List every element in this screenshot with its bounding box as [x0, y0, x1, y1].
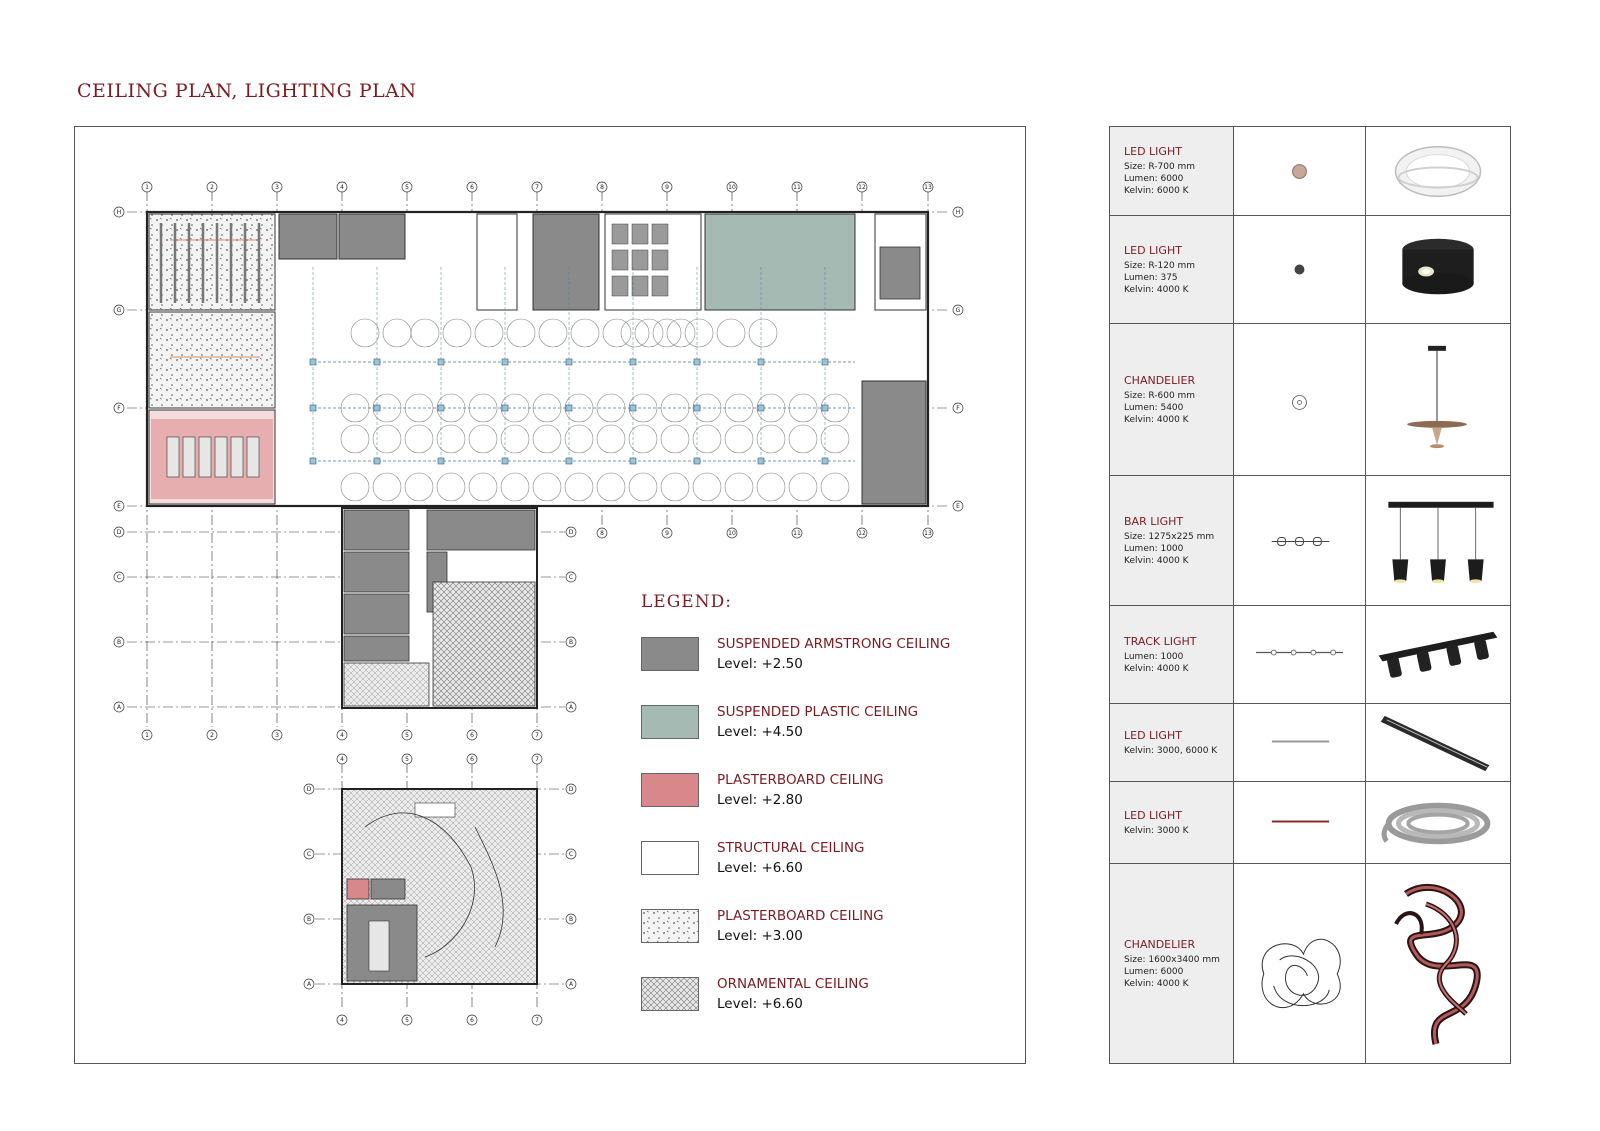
track-spot [310, 458, 316, 464]
track-spot [694, 359, 700, 365]
grid-label: 10 [728, 184, 736, 192]
grid-label: F [117, 405, 121, 413]
desk-block [652, 250, 668, 270]
grid-label: D [568, 529, 574, 537]
grid-label: 7 [535, 1017, 539, 1025]
cubicle [247, 437, 259, 477]
plasterboard-ceiling-area [149, 312, 275, 408]
fixture-type: LED LIGHT [1124, 145, 1182, 158]
fixture-symbol [1234, 127, 1366, 215]
armstrong-ceiling-room [880, 247, 920, 299]
grid-label: 8 [600, 184, 604, 192]
fixture-spec: Kelvin: 4000 K [1124, 663, 1189, 674]
grid-label: D [568, 786, 574, 794]
desk-block [632, 250, 648, 270]
grid-label: 12 [858, 530, 866, 538]
plastic-ceiling-room [705, 214, 855, 310]
track-spot [630, 405, 636, 411]
track-spot [502, 458, 508, 464]
grid-label: B [568, 916, 574, 924]
track-spot [502, 359, 508, 365]
downlight-white-icon [1366, 127, 1510, 215]
legend-title: LEGEND: [641, 592, 732, 612]
fixture-type: TRACK LIGHT [1124, 634, 1197, 648]
track-spot [694, 458, 700, 464]
storage-room [477, 214, 517, 310]
grid-label: 5 [405, 1017, 409, 1025]
fixture-symbol [1234, 324, 1366, 475]
fixture-spec: Size: R-700 mm [1124, 162, 1196, 172]
fixture-spec-cell [1110, 324, 1234, 475]
fixture-row [1110, 704, 1510, 782]
legend-level: Level: +6.60 [717, 860, 803, 876]
fixture-symbol [1234, 704, 1366, 781]
fixture-spec-cell [1110, 476, 1234, 605]
fixture-row [1110, 782, 1510, 864]
grid-label: 6 [470, 732, 474, 740]
fixture-spec: Lumen: 6000 [1124, 966, 1184, 977]
grid-label: B [568, 639, 574, 647]
ornamental-ceiling-area [344, 663, 429, 706]
pendant-disc-icon [1366, 324, 1510, 475]
track-spot [630, 359, 636, 365]
track-spot [310, 359, 316, 365]
desk-block [612, 250, 628, 270]
grid-label: 6 [470, 184, 474, 192]
track-spot [822, 359, 828, 365]
fixture-spec: Lumen: 375 [1124, 272, 1178, 283]
track-spot [566, 405, 572, 411]
armstrong-ceiling-room [427, 510, 535, 550]
track-spot [630, 458, 636, 464]
track-spot [566, 359, 572, 365]
track-spot [438, 405, 444, 411]
grid-label: 6 [470, 1017, 474, 1025]
grid-label: 13 [924, 530, 932, 538]
legend-item-plasterboard-300 [641, 908, 1001, 948]
fixture-row [1110, 127, 1510, 216]
fixture-spec: Size: 1600x3400 mm [1124, 954, 1220, 965]
track-spots-icon [1366, 606, 1510, 703]
legend-swatch [641, 705, 699, 739]
ribbon-chandelier-icon [1366, 864, 1510, 1063]
track-spot [758, 458, 764, 464]
armstrong-ceiling-room [344, 594, 409, 634]
legend-swatch [641, 841, 699, 875]
legend-level: Level: +2.50 [717, 656, 803, 672]
fixture-spec: Lumen: 5400 [1124, 402, 1184, 413]
legend-level: Level: +3.00 [717, 928, 803, 944]
grid-label: 6 [470, 756, 474, 764]
fixture-row [1110, 216, 1510, 324]
track-spot [438, 458, 444, 464]
cubicle [183, 437, 195, 477]
track-spot [502, 405, 508, 411]
fixture-spec-cell [1110, 864, 1234, 1063]
track-spot [374, 458, 380, 464]
fixture-type: CHANDELIER [1124, 937, 1196, 951]
track-spot [822, 405, 828, 411]
ornamental-ceiling-area [433, 582, 535, 706]
armstrong-ceiling-room [533, 214, 599, 310]
grid-label: 9 [665, 184, 669, 192]
grid-label: 4 [340, 1017, 344, 1025]
fixture-row [1110, 606, 1510, 704]
cubicle [215, 437, 227, 477]
fixture-symbol [1234, 864, 1366, 1063]
plasterboard-pink-ceiling [347, 879, 369, 899]
legend-name: STRUCTURAL CEILING [717, 840, 865, 856]
desk-block [632, 276, 648, 296]
pendant-trio-icon [1366, 476, 1510, 605]
linear-profile-icon [1366, 704, 1510, 781]
fixture-spec: Kelvin: 3000, 6000 K [1124, 745, 1218, 756]
fixture-symbol [1234, 216, 1366, 323]
fixture-spec: Size: R-120 mm [1124, 260, 1196, 271]
legend-level: Level: +4.50 [717, 724, 803, 740]
grid-label: 11 [793, 184, 801, 192]
grid-label: E [956, 503, 960, 511]
legend-item-ornamental [641, 976, 1001, 1016]
grid-label: 3 [275, 732, 279, 740]
legend-item-plasterboard-280 [641, 772, 1001, 812]
legend-name: SUSPENDED ARMSTRONG CEILING [717, 636, 951, 652]
grid-label: 7 [535, 756, 539, 764]
armstrong-ceiling-room [279, 214, 337, 259]
desk-block [612, 224, 628, 244]
armstrong-ceiling-room [344, 636, 409, 661]
legend-item-plastic [641, 704, 1001, 744]
desk-block [632, 224, 648, 244]
fixture-spec: Kelvin: 6000 K [1124, 186, 1189, 196]
fixture-type: LED LIGHT [1124, 808, 1182, 822]
fixture-spec: Lumen: 6000 [1124, 174, 1184, 184]
grid-label: A [568, 981, 574, 989]
grid-label: 4 [340, 732, 344, 740]
fixture-spec: Kelvin: 4000 K [1124, 978, 1189, 989]
legend-swatch [641, 773, 699, 807]
cubicle [167, 437, 179, 477]
fixture-spec: Size: R-600 mm [1124, 390, 1196, 401]
grid-label: H [116, 209, 122, 217]
track-spot [758, 405, 764, 411]
grid-label: A [568, 704, 574, 712]
grid-label: C [116, 574, 122, 582]
downlight-black-icon [1366, 216, 1510, 323]
grid-label: 7 [535, 732, 539, 740]
fixture-spec: Kelvin: 4000 K [1124, 284, 1189, 295]
legend-name: PLASTERBOARD CEILING [717, 772, 884, 788]
grid-label: 5 [405, 756, 409, 764]
fixture-spec: Kelvin: 4000 K [1124, 414, 1189, 425]
legend-item-armstrong [641, 636, 1001, 676]
grid-label: 3 [275, 184, 279, 192]
grid-label: A [306, 981, 312, 989]
armstrong-ceiling-room [371, 879, 405, 899]
grid-label: C [568, 851, 574, 859]
fixture-symbol [1234, 476, 1366, 605]
cubicle [231, 437, 243, 477]
fixture-spec: Size: 1275x225 mm [1124, 531, 1215, 542]
armstrong-ceiling-room [862, 381, 926, 504]
legend-level: Level: +6.60 [717, 996, 803, 1012]
fixture-row [1110, 324, 1510, 476]
fixture-spec-cell [1110, 127, 1234, 215]
fixture-spec-cell [1110, 704, 1234, 781]
grid-label: 1 [145, 732, 149, 740]
grid-label: E [117, 503, 121, 511]
fixture-symbol [1234, 782, 1366, 863]
legend-name: ORNAMENTAL CEILING [717, 976, 869, 992]
track-spot [310, 405, 316, 411]
fixture-spec-cell [1110, 606, 1234, 703]
grid-label: 5 [405, 732, 409, 740]
grid-label: 8 [600, 530, 604, 538]
page-title: CEILING PLAN, LIGHTING PLAN [77, 80, 417, 102]
grid-label: 12 [858, 184, 866, 192]
track-spot [758, 359, 764, 365]
fixture-type: BAR LIGHT [1124, 514, 1184, 528]
fixture-row [1110, 476, 1510, 606]
table [369, 921, 389, 971]
track-spot [374, 359, 380, 365]
plasterboard-ceiling-area [149, 214, 275, 310]
armstrong-ceiling-room [344, 510, 409, 550]
legend-name: SUSPENDED PLASTIC CEILING [717, 704, 919, 720]
grid-label: B [116, 639, 122, 647]
legend-item-structural [641, 840, 1001, 880]
fixture-table [1109, 126, 1511, 1064]
track-spot [822, 458, 828, 464]
track-spot [694, 405, 700, 411]
fixture-spec: Kelvin: 3000 K [1124, 825, 1189, 836]
desk-block [652, 224, 668, 244]
fixture-spec: Lumen: 1000 [1124, 651, 1184, 662]
grid-label: 1 [145, 184, 149, 192]
fixture-spec: Lumen: 1000 [1124, 543, 1184, 554]
grid-label: F [956, 405, 960, 413]
grid-label: D [116, 529, 122, 537]
fixture-type: CHANDELIER [1124, 373, 1196, 387]
grid-label: 4 [340, 756, 344, 764]
fixture-spec: Kelvin: 4000 K [1124, 555, 1189, 566]
fixture-symbol [1234, 606, 1366, 703]
grid-label: G [955, 307, 961, 315]
led-strip-coil-icon [1366, 782, 1510, 863]
grid-label: H [955, 209, 961, 217]
grid-label: 2 [210, 732, 214, 740]
grid-label: 10 [728, 530, 736, 538]
grid-label: C [306, 851, 312, 859]
armstrong-ceiling-room [339, 214, 405, 259]
grid-label: 4 [340, 184, 344, 192]
desk-block [612, 276, 628, 296]
track-spot [438, 359, 444, 365]
grid-label: 7 [535, 184, 539, 192]
grid-label: C [568, 574, 574, 582]
grid-label: 2 [210, 184, 214, 192]
desk-block [652, 276, 668, 296]
fixture-row [1110, 864, 1510, 1063]
grid-label: G [116, 307, 122, 315]
grid-label: 11 [793, 530, 801, 538]
cubicle [199, 437, 211, 477]
grid-label: A [116, 704, 122, 712]
grid-label: 13 [924, 184, 932, 192]
legend-swatch [641, 977, 699, 1011]
legend-swatch [641, 909, 699, 943]
grid-label: B [306, 916, 312, 924]
track-spot [566, 458, 572, 464]
fixture-type: LED LIGHT [1124, 728, 1182, 742]
table [415, 803, 455, 817]
legend-name: PLASTERBOARD CEILING [717, 908, 884, 924]
fixture-spec-cell [1110, 216, 1234, 323]
legend-swatch [641, 637, 699, 671]
track-spot [374, 405, 380, 411]
armstrong-ceiling-room [344, 552, 409, 592]
grid-label: 5 [405, 184, 409, 192]
grid-label: 9 [665, 530, 669, 538]
legend-level: Level: +2.80 [717, 792, 803, 808]
grid-label: D [306, 786, 312, 794]
fixture-type: LED LIGHT [1124, 243, 1182, 257]
fixture-spec-cell [1110, 782, 1234, 863]
